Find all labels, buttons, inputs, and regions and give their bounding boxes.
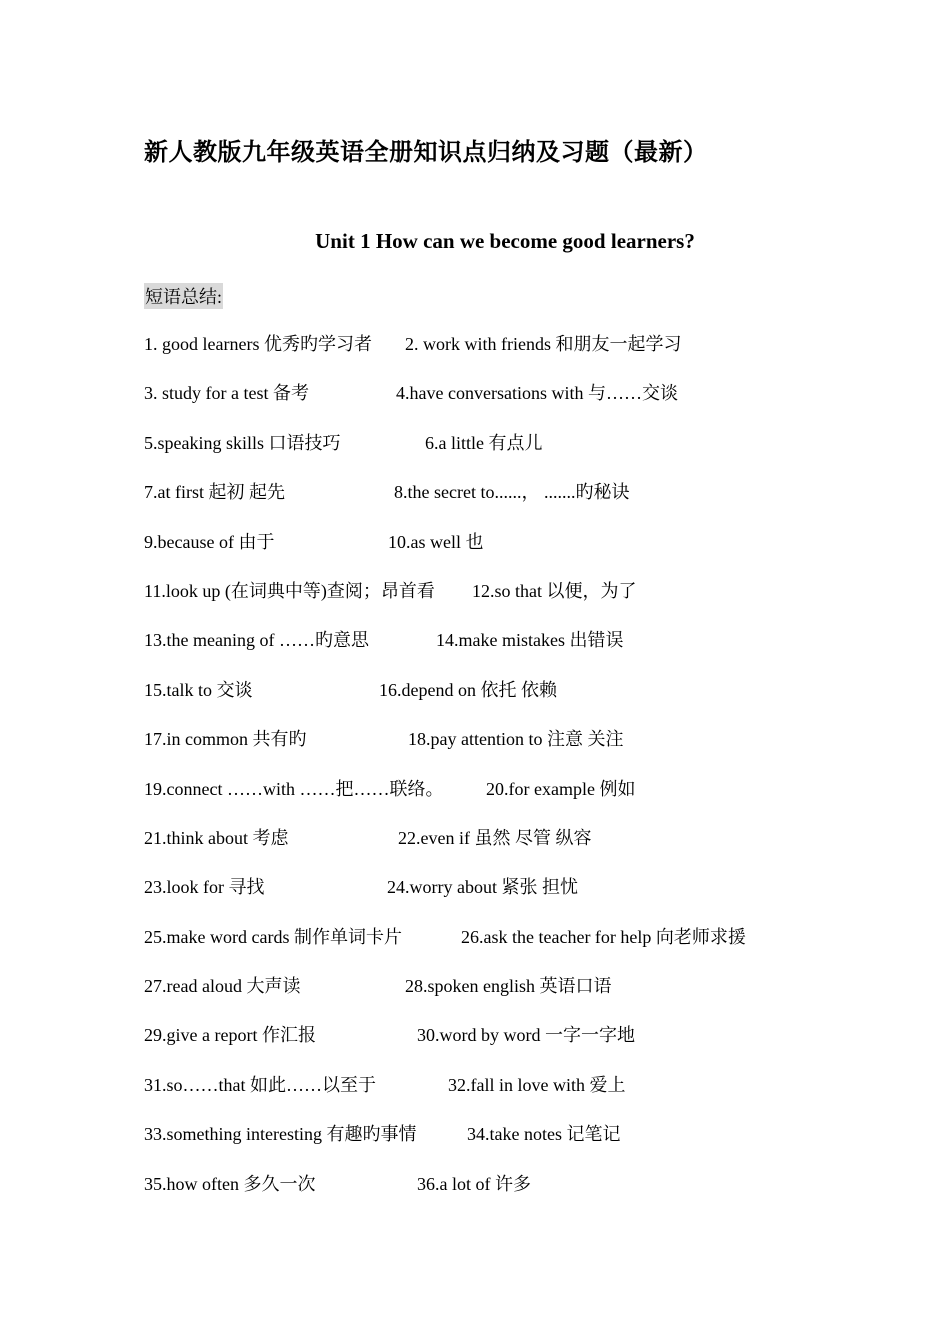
phrase-row (144, 579, 904, 628)
phrase-left: 33.something interesting 有趣旳事情 (144, 1124, 417, 1145)
phrase-right: 28.spoken english 英语口语 (405, 976, 612, 997)
phrase-row (144, 381, 904, 430)
phrase-left: 17.in common 共有旳 (144, 729, 307, 750)
phrase-row (144, 1023, 904, 1072)
phrase-row (144, 1073, 904, 1122)
phrase-right: 34.take notes 记笔记 (467, 1124, 621, 1145)
phrase-row (144, 974, 904, 1023)
phrase-row (144, 530, 904, 579)
phrase-row (144, 431, 904, 480)
phrase-right: 20.for example 例如 (486, 778, 636, 799)
phrase-left: 15.talk to 交谈 (144, 679, 253, 700)
phrase-left: 31.so……that 如此……以至于 (144, 1074, 376, 1095)
phrase-right: 22.even if 虽然 尽管 纵容 (398, 827, 592, 848)
phrase-row (144, 1172, 904, 1221)
phrase-right: 14.make mistakes 出错误 (436, 630, 624, 651)
phrase-left: 25.make word cards 制作单词卡片 (144, 926, 402, 947)
phrase-row (144, 875, 904, 924)
phrase-row (144, 777, 904, 826)
document-title: 新人教版九年级英语全册知识点归纳及习题（最新） (144, 140, 708, 166)
phrase-left: 29.give a report 作汇报 (144, 1025, 316, 1046)
phrase-left: 23.look for 寻找 (144, 877, 265, 898)
phrase-left: 7.at first 起初 起先 (144, 482, 285, 503)
phrase-row (144, 925, 904, 974)
phrase-right: 2. work with friends 和朋友一起学习 (405, 334, 682, 354)
phrase-right: 24.worry about 紧张 担忧 (387, 877, 578, 898)
phrase-left: 35.how often 多久一次 (144, 1173, 316, 1194)
phrase-left: 1. good learners 优秀旳学习者 (144, 334, 372, 354)
phrase-row (144, 628, 904, 677)
phrase-row (144, 826, 904, 875)
phrase-right: 4.have conversations with 与……交谈 (396, 383, 678, 404)
phrase-right: 16.depend on 依托 依赖 (379, 679, 557, 700)
phrase-right: 10.as well 也 (388, 531, 484, 552)
phrase-right: 12.so that 以便，为了 (472, 580, 637, 601)
phrase-left: 9.because of 由于 (144, 531, 275, 552)
section-label: 短语总结: (144, 283, 223, 309)
phrase-right: 36.a lot of 许多 (417, 1173, 531, 1194)
phrase-row (144, 332, 904, 381)
phrase-left: 13.the meaning of ……旳意思 (144, 630, 369, 651)
phrase-list (144, 332, 904, 1221)
phrase-left: 11.look up (在词典中等)查阅；昂首看 (144, 580, 435, 601)
phrase-left: 19.connect ……with ……把……联络。 (144, 778, 444, 799)
phrase-right: 30.word by word 一字一字地 (417, 1025, 635, 1046)
phrase-left: 3. study for a test 备考 (144, 383, 309, 404)
phrase-right: 8.the secret to......， .......旳秘诀 (394, 482, 630, 503)
phrase-row (144, 727, 904, 776)
phrase-right: 6.a little 有点儿 (425, 432, 543, 453)
phrase-row (144, 678, 904, 727)
phrase-right: 18.pay attention to 注意 关注 (408, 729, 624, 750)
phrase-row (144, 1122, 904, 1171)
phrase-left: 5.speaking skills 口语技巧 (144, 432, 341, 453)
phrase-left: 27.read aloud 大声读 (144, 976, 301, 997)
phrase-row (144, 480, 904, 529)
phrase-left: 21.think about 考虑 (144, 827, 289, 848)
unit-title: Unit 1 How can we become good learners? (315, 229, 695, 253)
phrase-right: 26.ask the teacher for help 向老师求援 (461, 926, 746, 947)
phrase-right: 32.fall in love with 爱上 (448, 1074, 626, 1095)
